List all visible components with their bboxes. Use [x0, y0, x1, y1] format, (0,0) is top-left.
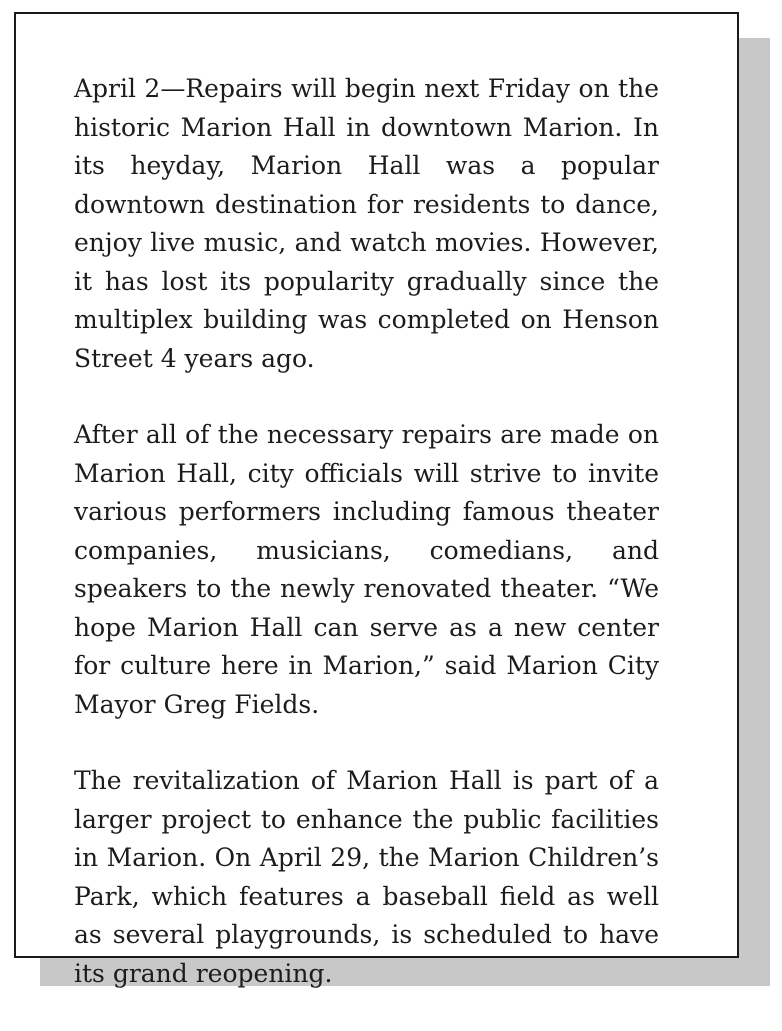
news-article — [74, 70, 659, 1031]
article-paragraph-2: After all of the necessary repairs are made on Marion Hall, city officials will strive to invite various performers including famous theater companies, musicians, comedians, and speakers to the newly renovated theater. “We hope Marion Hall can serve as a new center for culture here in Marion,” said Marion City Mayor Greg Fields. — [74, 420, 659, 719]
article-paragraph-3: The revitalization of Marion Hall is part of a larger project to enhance the public facilities in Marion. On April 29, the Marion Children’s Park, which features a baseball field as well as several playgrounds, is scheduled to have its grand reopening. — [74, 766, 659, 988]
article-paragraph-1: April 2—Repairs will begin next Friday on the historic Marion Hall in downtown Marion. In its heyday, Marion Hall was a popular downtown destination for residents to dance, enjoy live music, and watch movies. However, it has lost its popularity gradually since the multiplex building was completed on Henson Street 4 years ago. — [74, 74, 659, 373]
